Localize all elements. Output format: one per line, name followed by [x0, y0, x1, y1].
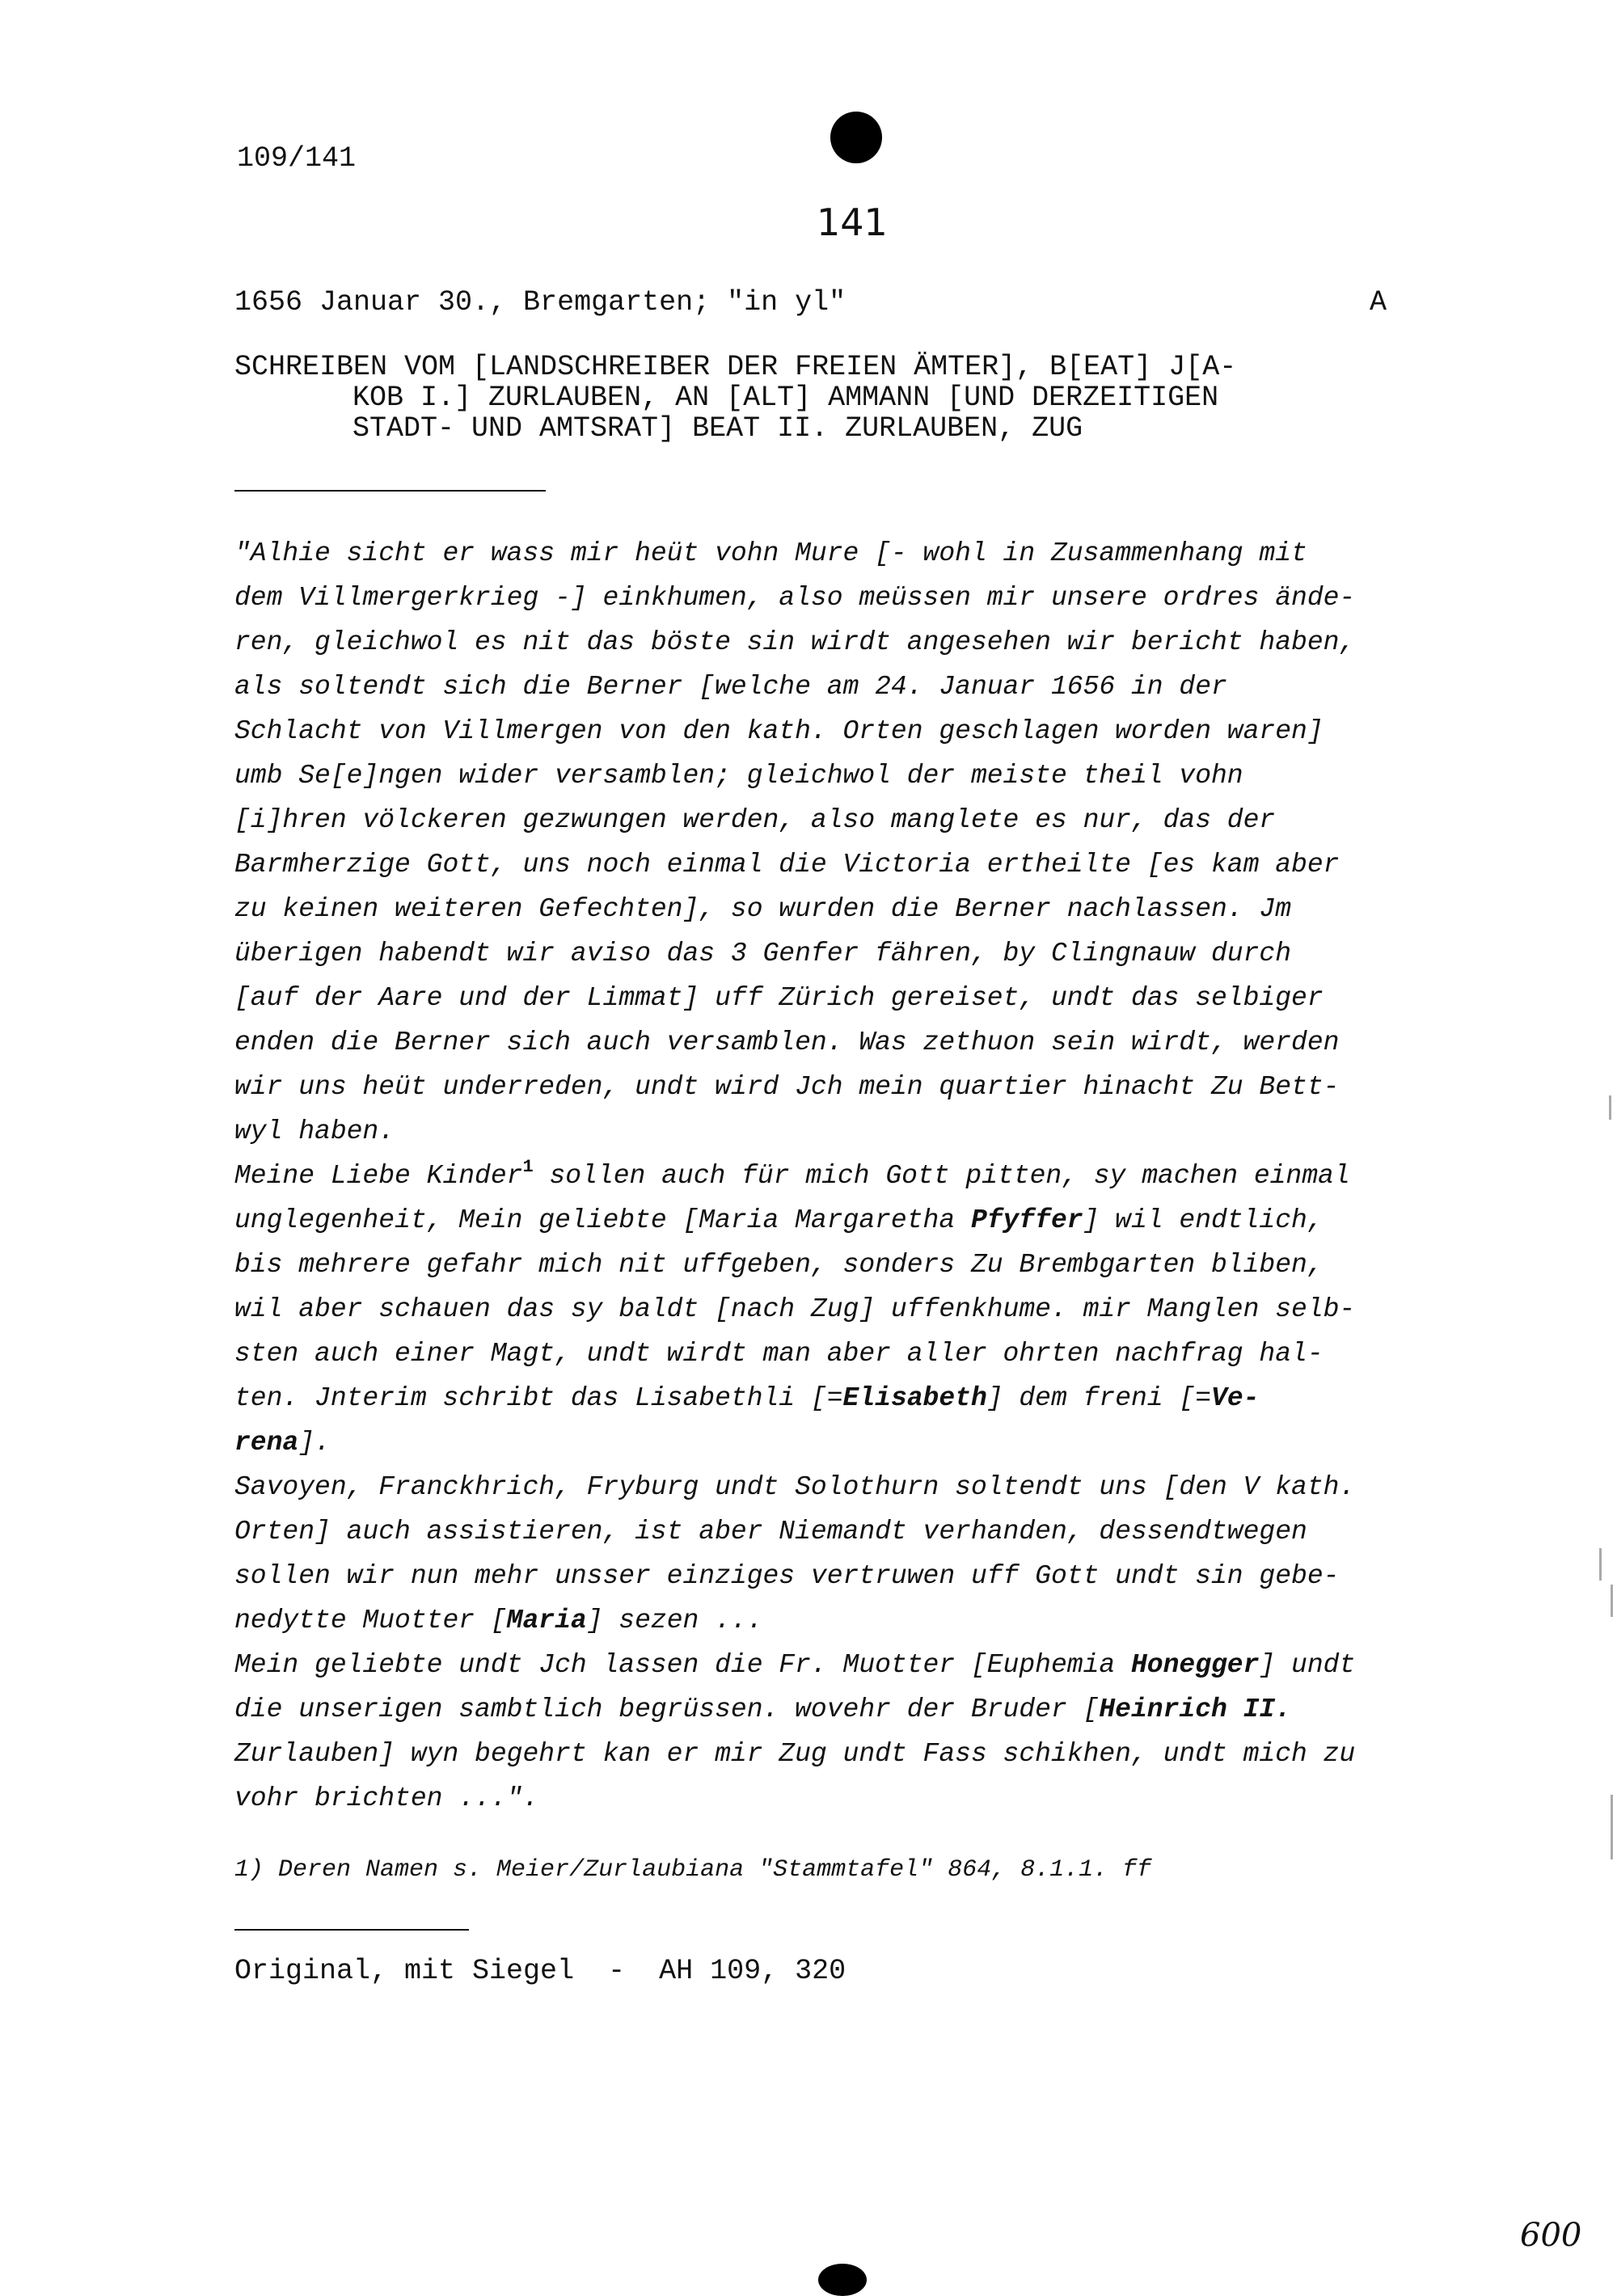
body-text: Mein geliebte undt Jch lassen die Fr. Muotter [Euphemia	[234, 1650, 1131, 1680]
margin-mark	[1611, 1795, 1613, 1859]
body-text: ten. Jnterim schribt das Lisabethli [=	[234, 1383, 843, 1413]
body-line: Savoyen, Franckhrich, Fryburg undt Solothurn soltendt uns [den V kath.	[234, 1472, 1356, 1502]
person-name: Pfyffer	[970, 1205, 1083, 1235]
body-line: bis mehrere gefahr mich nit uffgeben, sonders Zu Brembgarten bliben,	[234, 1250, 1324, 1280]
body-line	[234, 1650, 1355, 1680]
body-line: wir uns heüt underreden, undt wird Jch mein quartier hinacht Zu Bett-	[234, 1072, 1340, 1102]
body-line: [auf der Aare und der Limmat] uff Zürich gereiset, undt das selbiger	[234, 983, 1324, 1013]
body-line: Zurlauben] wyn begehrt kan er mir Zug undt Fass schikhen, undt mich zu	[234, 1739, 1356, 1769]
body-line: enden die Berner sich auch versamblen. Was zethuon sein wirdt, werden	[234, 1028, 1340, 1057]
body-line: überigen habendt wir aviso das 3 Genfer fähren, by Clingnauw durch	[234, 939, 1292, 969]
body-text: die unserigen sambtlich begrüssen. wovehr der Bruder [	[234, 1695, 1100, 1724]
body-line: zu keinen weiteren Gefechten], so wurden die Berner nachlassen. Jm	[234, 894, 1292, 924]
footnote-marker: 1	[522, 1157, 534, 1177]
body-line	[234, 1695, 1291, 1724]
body-line	[234, 1157, 1350, 1191]
person-name: Heinrich II.	[1099, 1695, 1292, 1724]
person-name: Maria	[506, 1606, 587, 1635]
letter-marker: A	[1370, 286, 1387, 319]
margin-mark	[1611, 1585, 1613, 1617]
body-text: unglegenheit, Mein geliebte [Maria Margaretha	[234, 1205, 971, 1235]
body-line	[234, 1205, 1324, 1235]
archive-reference: 109/141	[237, 142, 357, 175]
body-text: ] wil endtlich,	[1083, 1205, 1324, 1235]
body-line: ren, gleichwol es nit das böste sin wirdt angesehen wir bericht haben,	[234, 627, 1356, 657]
body-line: sten auch einer Magt, undt wirdt man aber aller ohrten nachfrag hal-	[234, 1339, 1324, 1369]
document-title-line-3: STADT- UND AMTSRAT] BEAT II. ZURLAUBEN, ZUG	[353, 412, 1083, 445]
punch-hole-top	[830, 112, 882, 163]
body-text: ] sezen ...	[586, 1606, 763, 1635]
body-line: umb Se[e]ngen wider versamblen; gleichwol der meiste theil vohn	[234, 761, 1243, 791]
title-divider	[234, 490, 546, 492]
body-text: ] dem freni [=	[986, 1383, 1212, 1413]
body-text: ] undt	[1259, 1650, 1356, 1680]
page-number: 141	[817, 200, 888, 244]
body-line: vohr brichten ...".	[234, 1783, 539, 1813]
body-text: ].	[298, 1428, 331, 1458]
person-name: rena	[234, 1428, 299, 1458]
body-line: wyl haben.	[234, 1116, 395, 1146]
body-text: Meine Liebe Kinder	[234, 1161, 523, 1191]
body-line: als soltendt sich die Berner [welche am 24. Januar 1656 in der	[234, 672, 1227, 702]
punch-hole-bottom	[818, 2264, 867, 2296]
body-line: "Alhie sicht er wass mir heüt vohn Mure [- wohl in Zusammenhang mit	[234, 538, 1307, 568]
body-line: sollen wir nun mehr unsser einziges vertruwen uff Gott undt sin gebe-	[234, 1561, 1340, 1591]
body-line	[234, 1428, 331, 1458]
body-text: nedytte Muotter [	[234, 1606, 507, 1635]
date-line: 1656 Januar 30., Bremgarten; "in yl"	[234, 286, 846, 319]
body-line: [i]hren völckeren gezwungen werden, also manglete es nur, das der	[234, 805, 1276, 835]
body-line: dem Villmergerkrieg -] einkhumen, also meüssen mir unsere ordres ände-	[234, 583, 1356, 613]
body-line: Barmherzige Gott, uns noch einmal die Victoria ertheilte [es kam aber	[234, 850, 1340, 880]
margin-mark	[1609, 1095, 1611, 1120]
body-line: wil aber schauen das sy baldt [nach Zug] uffenkhume. mir Manglen selb-	[234, 1294, 1356, 1324]
document-title-line-1: SCHREIBEN VOM [LANDSCHREIBER DER FREIEN ÄMTER], B[EAT] J[A-	[234, 351, 1237, 383]
margin-mark	[1599, 1548, 1602, 1581]
source-line: Original, mit Siegel - AH 109, 320	[234, 1955, 846, 1987]
person-name: Honegger	[1130, 1650, 1260, 1680]
person-name: Ve-	[1211, 1383, 1260, 1413]
source-divider	[234, 1929, 469, 1931]
body-line: Orten] auch assistieren, ist aber Niemandt verhanden, dessendtwegen	[234, 1517, 1307, 1547]
person-name: Elisabeth	[842, 1383, 987, 1413]
handwritten-note: 600	[1520, 2217, 1582, 2254]
body-line	[234, 1383, 1259, 1413]
document-title-line-2: KOB I.] ZURLAUBEN, AN [ALT] AMMANN [UND DERZEITIGEN	[353, 382, 1219, 414]
body-text: sollen auch für mich Gott pitten, sy machen einmal	[533, 1161, 1350, 1191]
body-line: Schlacht von Villmergen von den kath. Orten geschlagen worden waren]	[234, 716, 1324, 746]
footnote: 1) Deren Namen s. Meier/Zurlaubiana "Stammtafel" 864, 8.1.1. ff	[234, 1856, 1152, 1884]
body-line	[234, 1606, 763, 1635]
